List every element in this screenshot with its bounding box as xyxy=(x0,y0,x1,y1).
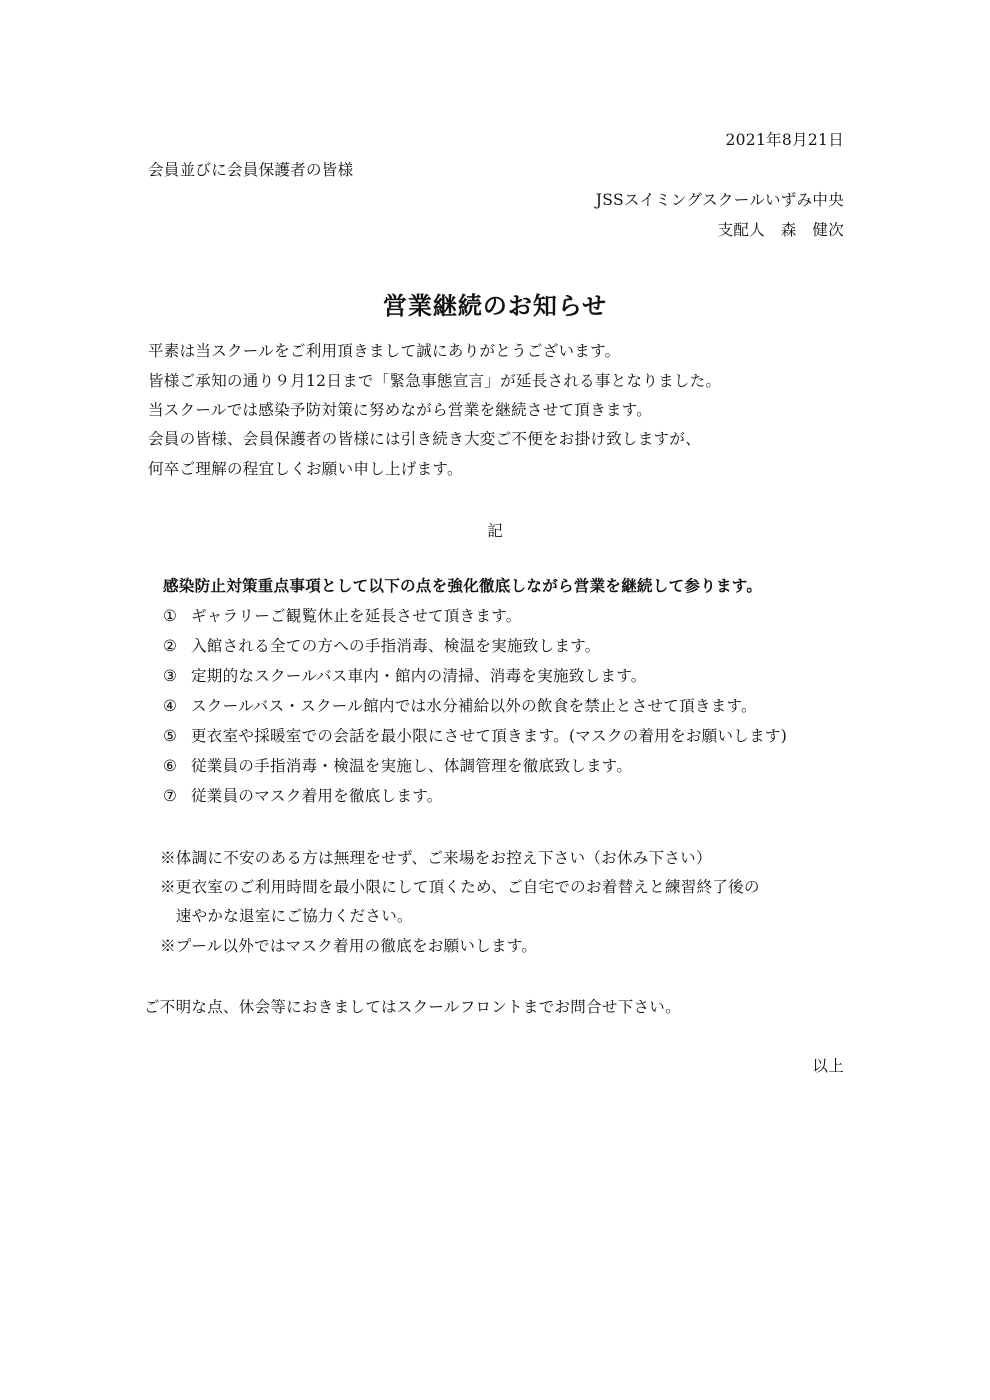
measure-item xyxy=(163,606,522,626)
measure-number: ① xyxy=(163,607,178,625)
sender-person: 支配人 森 健次 xyxy=(717,221,844,239)
sender-organization: JSSスイミングスクールいずみ中央 xyxy=(595,191,844,209)
measure-text: 入館される全ての方への手指消毒、検温を実施致します。 xyxy=(191,637,601,655)
measure-item xyxy=(163,786,443,806)
measure-item xyxy=(163,636,601,656)
measure-number: ⑦ xyxy=(163,787,178,805)
intro-line: 会員の皆様、会員保護者の皆様には引き続き大変ご不便をお掛け致しますが、 xyxy=(148,430,702,448)
intro-line: 皆様ご承知の通り９月12日まで「緊急事態宣言」が延長される事となりました。 xyxy=(148,372,722,390)
measure-item xyxy=(163,696,757,716)
recipient: 会員並びに会員保護者の皆様 xyxy=(148,161,354,179)
measure-number: ③ xyxy=(163,667,178,685)
intro-line: 平素は当スクールをご利用頂きまして誠にありがとうございます。 xyxy=(148,342,621,360)
contact-line: ご不明な点、休会等におきましてはスクールフロントまでお問合せ下さい。 xyxy=(144,998,681,1016)
measure-text: 更衣室や採暖室での会話を最小限にさせて頂きます。(マスクの着用をお願いします) xyxy=(191,727,788,745)
note-line: ※体調に不安のある方は無理をせず、ご来場をお控え下さい（お休み下さい） xyxy=(160,849,712,867)
ki-marker: 記 xyxy=(487,522,503,540)
measure-number: ② xyxy=(163,637,178,655)
note-line: 速やかな退室にご協力ください。 xyxy=(160,907,413,925)
measure-item xyxy=(163,666,647,686)
intro-line: 何卒ご理解の程宜しくお願い申し上げます。 xyxy=(148,460,463,478)
measure-item xyxy=(163,756,632,776)
note-line: ※更衣室のご利用時間を最小限にして頂くため、ご自宅でのお着替えと練習終了後の xyxy=(160,878,760,896)
note-line: ※プール以外ではマスク着用の徹底をお願いします。 xyxy=(160,937,538,955)
measure-text: 従業員のマスク着用を徹底します。 xyxy=(191,787,443,805)
measure-text: 従業員の手指消毒・検温を実施し、体調管理を徹底致します。 xyxy=(191,757,633,775)
measure-number: ④ xyxy=(163,697,178,715)
document-title: 営業継続のお知らせ xyxy=(382,291,608,320)
date: 2021年8月21日 xyxy=(725,131,844,149)
closing: 以上 xyxy=(812,1057,844,1075)
intro-line: 当スクールでは感染予防対策に努めながら営業を継続させて頂きます。 xyxy=(148,401,653,419)
measure-text: ギャラリーご観覧休止を延長させて頂きます。 xyxy=(191,607,522,625)
measure-number: ⑤ xyxy=(163,727,178,745)
measure-number: ⑥ xyxy=(163,757,178,775)
measure-text: スクールバス・スクール館内では水分補給以外の飲食を禁止とさせて頂きます。 xyxy=(191,697,757,715)
measure-text: 定期的なスクールバス車内・館内の清掃、消毒を実施致します。 xyxy=(191,667,647,685)
measure-item xyxy=(163,726,787,746)
measures-heading: 感染防止対策重点事項として以下の点を強化徹底しながら営業を継続して参ります。 xyxy=(163,576,763,595)
